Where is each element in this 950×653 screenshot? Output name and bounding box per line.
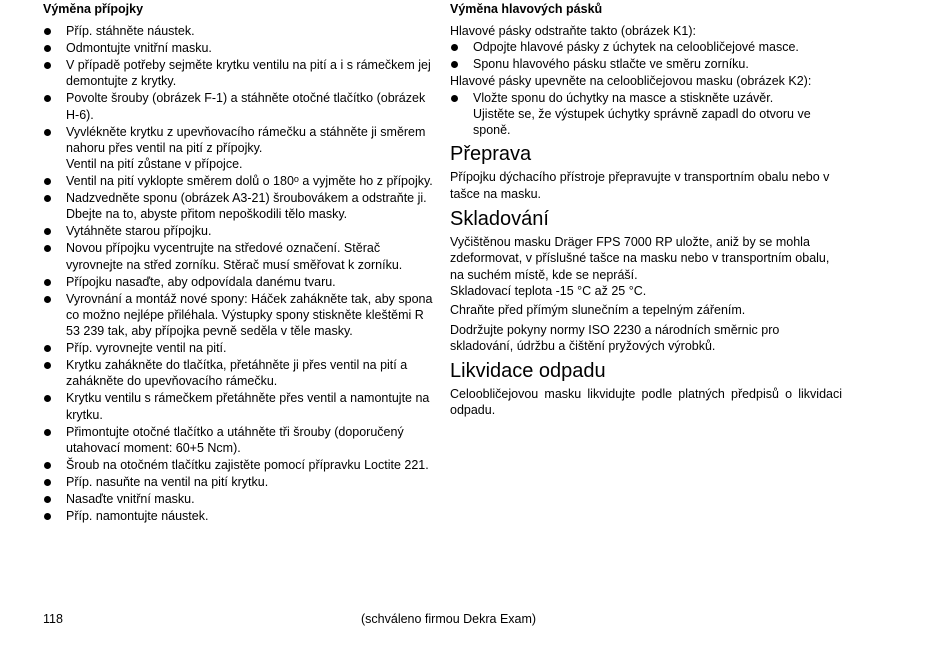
section-title-transport: Přeprava	[450, 143, 532, 166]
list-item: Nadzvedněte sponu (obrázek A3-21) šroubovákem a odstraňte ji. Dbejte na to, abyste přitom nepoškodili tělo masky.	[43, 190, 435, 223]
section-title-disposal: Likvidace odpadu	[450, 360, 606, 383]
head-straps-intro-2: Hlavové pásky upevněte na celoobličejovou masku (obrázek K2):	[450, 74, 812, 89]
bullet-icon	[451, 95, 458, 102]
list-item-note: Ventil na pití zůstane v přípojce.	[66, 157, 243, 172]
bullet-icon	[44, 345, 51, 352]
list-item: Nasaďte vnitřní masku.	[43, 491, 435, 507]
bullet-icon	[44, 429, 51, 436]
list-item: Šroub na otočném tlačítku zajistěte pomocí přípravku Loctite 221.	[43, 457, 435, 473]
section-title-storage: Skladování	[450, 208, 549, 231]
list-item: Vyvlékněte krytku z upevňovacího rámečku a stáhněte ji směrem nahoru přes ventil na pití z přípojky. Ventil na pití zůstane v přípojce.	[43, 124, 435, 173]
bullet-icon	[44, 129, 51, 136]
head-straps-remove-list	[450, 39, 842, 72]
list-item: Vytáhněte starou přípojku.	[43, 223, 435, 239]
list-item: Odmontujte vnitřní masku.	[43, 40, 435, 56]
list-item: Sponu hlavového pásku stlačte ve směru zorníku.	[450, 56, 842, 72]
bullet-icon	[44, 362, 51, 369]
list-item: Krytku zahákněte do tlačítka, přetáhněte ji přes ventil na pití a zahákněte do upevňovacího rámečku.	[43, 357, 435, 390]
bullet-icon	[44, 195, 51, 202]
bullet-icon	[44, 513, 51, 520]
bullet-icon	[44, 462, 51, 469]
bullet-icon	[451, 61, 458, 68]
bullet-icon	[44, 496, 51, 503]
disposal-text: Celoobličejovou masku likvidujte podle platných předpisů o likvidaci odpadu.	[450, 387, 842, 418]
head-straps-attach-list	[450, 90, 842, 139]
storage-text: Vyčištěnou masku Dräger FPS 7000 RP uložte, aniž by se mohla zdeformovat, v příslušné tašce na masku nebo v transportním obalu, na suchém místě, kde se nepráší.	[450, 235, 830, 282]
bullet-icon	[44, 296, 51, 303]
degree-superscript: o	[293, 174, 299, 185]
bullet-icon	[44, 228, 51, 235]
list-item: Krytku ventilu s rámečkem přetáhněte přes ventil a namontujte na krytku.	[43, 390, 435, 423]
bullet-icon	[44, 395, 51, 402]
list-item: Vložte sponu do úchytky na masce a stiskněte uzávěr. Ujistěte se, že výstupek úchytky správně zapadl do otvoru ve sponě.	[450, 90, 842, 139]
list-item-note: Ujistěte se, že výstupek úchytky správně zapadl do otvoru ve sponě.	[473, 106, 811, 138]
transport-text: Přípojku dýchacího přístroje přepravujte v transportním obalu nebo v tašce na masku.	[450, 170, 830, 201]
list-item: Příp. namontujte náustek.	[43, 508, 435, 524]
list-item: Vyrovnání a montáž nové spony: Háček zahákněte tak, aby spona co možno nejlépe přiléhala. Výstupky spony stiskněte kleštěmi R 53 239 tak, aby přípojka pevně seděla v těle masky.	[43, 291, 435, 340]
list-item: V případě potřeby sejměte krytku ventilu na pití a i s rámečkem jej demontujte z krytky.	[43, 57, 435, 90]
list-item: Ventil na pití vyklopte směrem dolů o 180$^o$ a vyjměte ho z přípojky.	[43, 173, 435, 189]
list-item: Přípojku nasaďte, aby odpovídala danému tvaru.	[43, 274, 435, 290]
connector-steps-list	[43, 23, 435, 525]
bullet-icon	[44, 279, 51, 286]
bullet-icon	[44, 245, 51, 252]
section-heading-connector: Výměna přípojky	[43, 2, 144, 16]
list-item: Příp. stáhněte náustek.	[43, 23, 435, 39]
list-item: Příp. vyrovnejte ventil na pití.	[43, 340, 435, 356]
list-item: Odpojte hlavové pásky z úchytek na celoobličejové masce.	[450, 39, 842, 55]
head-straps-intro: Hlavové pásky odstraňte takto (obrázek K1):	[450, 24, 696, 38]
page-number: 118	[43, 612, 63, 626]
list-item: Přimontujte otočné tlačítko a utáhněte tři šrouby (doporučený utahovací moment: 60+5 Ncm).	[43, 424, 435, 457]
footer-approval-note: (schváleno firmou Dekra Exam)	[361, 612, 537, 626]
storage-standards: Dodržujte pokyny normy ISO 2230 a národních směrnic pro skladování, údržbu a čištění pryžových výrobků.	[450, 322, 780, 353]
list-item: Novou přípojku vycentrujte na středové označení. Stěrač vyrovnejte na střed zorníku. Stěrač musí směřovat k zorníku.	[43, 240, 435, 273]
bullet-icon	[44, 28, 51, 35]
bullet-icon	[44, 178, 51, 185]
storage-temperature: Skladovací teplota -15 °C až 25 °C.	[450, 283, 647, 298]
section-heading-head-straps: Výměna hlavových pásků	[450, 2, 603, 16]
bullet-icon	[44, 479, 51, 486]
bullet-icon	[44, 95, 51, 102]
list-item: Příp. nasuňte na ventil na pití krytku.	[43, 474, 435, 490]
bullet-icon	[44, 45, 51, 52]
storage-protection: Chraňte před přímým slunečním a tepelným zářením.	[450, 303, 746, 318]
bullet-icon	[451, 44, 458, 51]
list-item: Povolte šrouby (obrázek F-1) a stáhněte otočné tlačítko (obrázek H-6).	[43, 90, 435, 123]
bullet-icon	[44, 62, 51, 69]
